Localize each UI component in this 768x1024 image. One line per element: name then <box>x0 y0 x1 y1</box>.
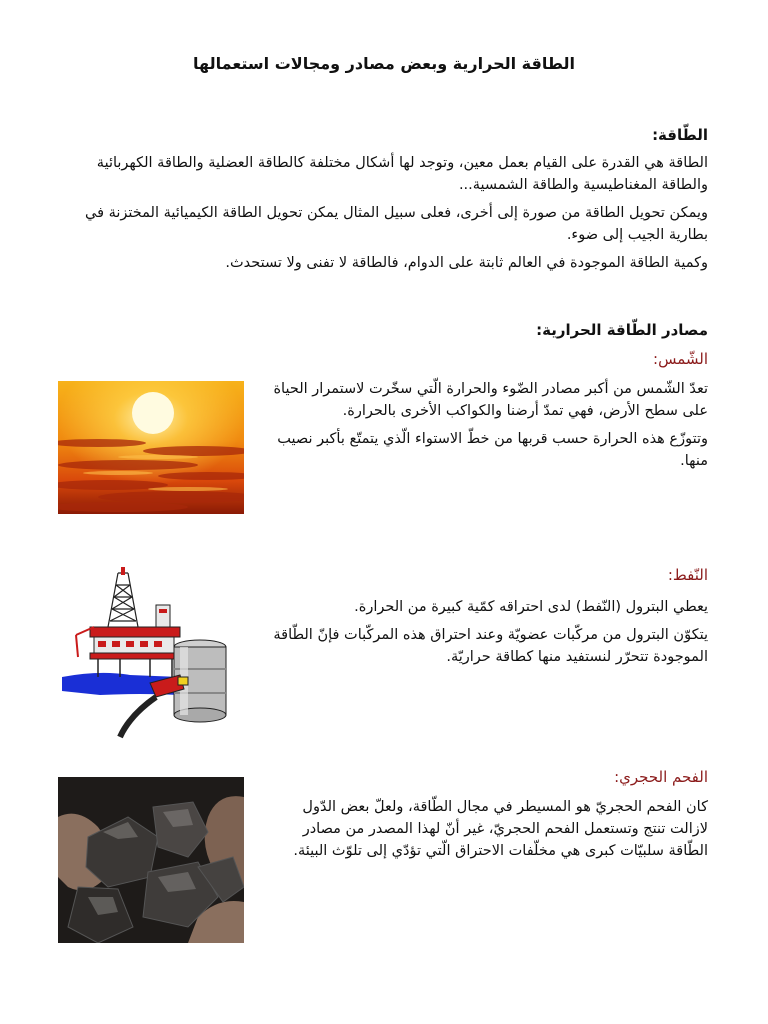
energy-heading: الطّاقة: <box>652 126 708 144</box>
sunset-image <box>58 381 244 514</box>
sun-text <box>262 378 708 472</box>
oil-paragraph-2: يتكوّن البترول من مركّبات عضويّة وعند احتراق هذه المركّبات فإنّ الطّاقة الموجودة تتحرّر لنستفيد منها كطاقة حراريّة. <box>273 627 708 665</box>
sun-label: الشّمس: <box>653 350 708 368</box>
coal-paragraph-1: كان الفحم الحجريّ هو المسيطر في مجال الطّاقة، ولعلّ بعض الدّول لازالت تنتج وتستعمل الفحم الحجريّ، غير أنّ لهذا المصدر من مصادر الطّاقة سلبيّات كبرى هي مخلّفات الاحتراق الّتي تؤدّي إلى تلوّث البيئة. <box>293 799 708 859</box>
oil-paragraph-1: يعطي البترول (النّفط) لدى احتراقه كمّية كبيرة من الحرارة. <box>354 599 708 615</box>
coal-image <box>58 777 244 943</box>
energy-paragraph-1: الطاقة هي القدرة على القيام بعمل معين، وتوجد لها أشكال مختلفة كالطاقة العضلية والطاقة الكهربائية والطاقة المغناطيسية والطاقة الشمسية... <box>96 155 708 193</box>
sun-paragraph-2: وتتوزّع هذه الحرارة حسب قربها من خطّ الاستواء الّذي يتمتّع بأكبر نصيب منها. <box>277 431 708 469</box>
oil-rig-illustration <box>60 565 230 740</box>
oil-text <box>262 596 708 668</box>
sun-paragraph-1: تعدّ الشّمس من أكبر مصادر الضّوء والحرارة الّتي سخّرت لاستمرار الحياة على سطح الأرض، فهي تمدّ أرضنا والكواكب الأخرى بالحرارة. <box>273 381 708 419</box>
coal-hands-illustration <box>58 777 244 943</box>
coal-label: الفحم الحجري: <box>614 768 708 786</box>
sources-heading: مصادر الطّاقة الحرارية: <box>536 321 708 339</box>
energy-paragraph-3: وكمية الطاقة الموجودة في العالم ثابتة على الدوام، فالطاقة لا تفنى ولا تستحدث. <box>225 255 708 271</box>
page-title: الطاقة الحرارية وبعض مصادر ومجالات استعمالها <box>193 54 575 73</box>
oil-rig-image <box>60 565 230 740</box>
coal-text <box>262 796 708 862</box>
energy-section <box>60 124 708 274</box>
sunset-illustration <box>58 381 244 514</box>
oil-label: النّفط: <box>667 566 708 584</box>
energy-paragraph-2: ويمكن تحويل الطاقة من صورة إلى أخرى، فعلى سبيل المثال يمكن تحويل الطاقة الكيميائية المختزنة في بطارية الجيب إلى ضوء. <box>85 205 708 243</box>
